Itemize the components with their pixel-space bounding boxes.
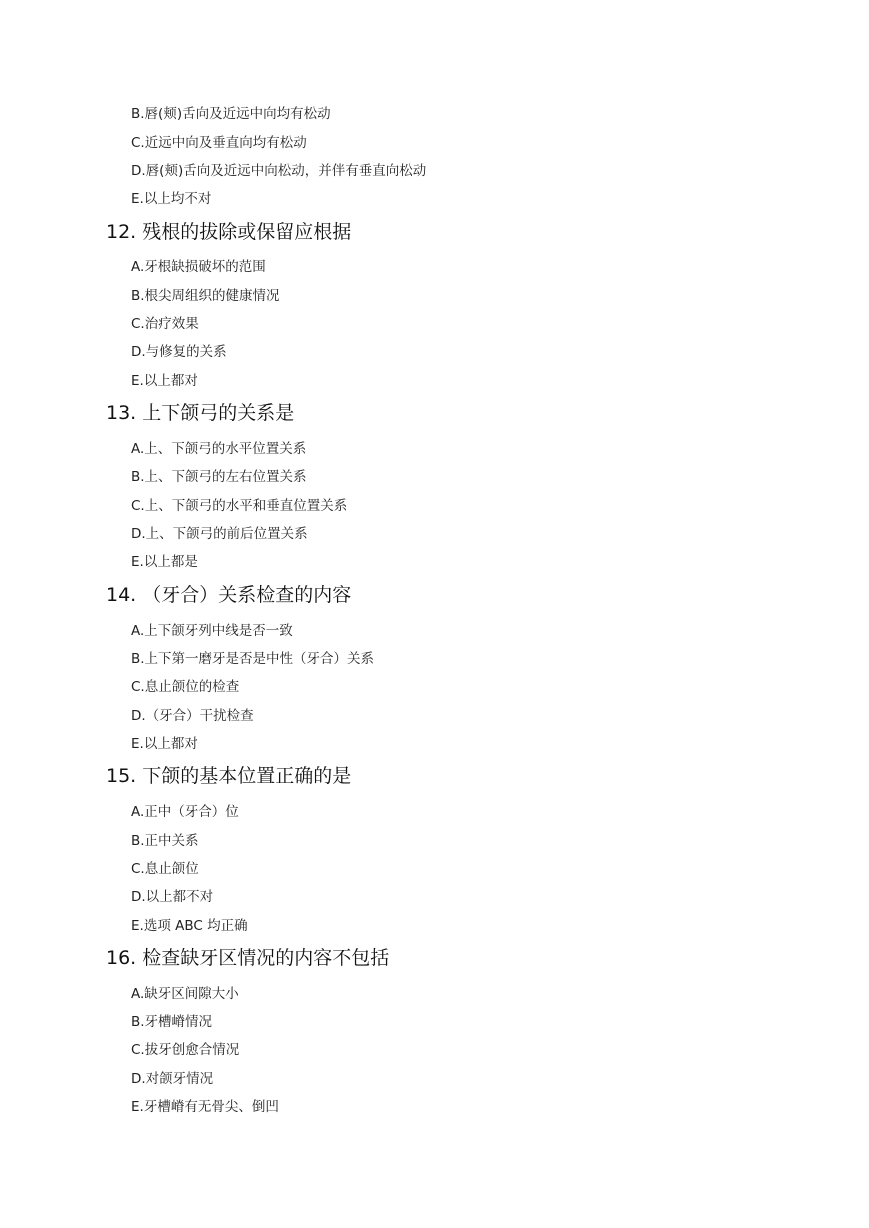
- question-13-heading: 13. 上下颌弓的关系是: [106, 402, 295, 424]
- option-12-a: A.牙根缺损破坏的范围: [131, 259, 266, 275]
- option-16-a: A.缺牙区间隙大小: [131, 986, 239, 1002]
- question-15-heading: 15. 下颌的基本位置正确的是: [106, 765, 352, 787]
- option-12-d: D.与修复的关系: [131, 344, 227, 360]
- option-16-e: E.牙槽嵴有无骨尖、倒凹: [131, 1099, 279, 1115]
- option-16-c: C.拔牙创愈合情况: [131, 1042, 240, 1058]
- question-16-heading: 16. 检查缺牙区情况的内容不包括: [106, 947, 390, 969]
- option-11-d: D.唇(颊)舌向及近远中向松动，并伴有垂直向松动: [131, 163, 427, 179]
- option-11-b: B.唇(颊)舌向及近远中向均有松动: [131, 106, 331, 122]
- option-13-e: E.以上都是: [131, 554, 198, 570]
- option-13-a: A.上、下颌弓的水平位置关系: [131, 441, 307, 457]
- question-12-heading: 12. 残根的拔除或保留应根据: [106, 221, 352, 243]
- option-15-e: E.选项 ABC 均正确: [131, 918, 248, 934]
- option-13-c: C.上、下颌弓的水平和垂直位置关系: [131, 498, 348, 514]
- option-15-b: B.正中关系: [131, 833, 199, 849]
- option-15-c: C.息止颌位: [131, 861, 199, 877]
- option-12-c: C.治疗效果: [131, 316, 199, 332]
- option-13-d: D.上、下颌弓的前后位置关系: [131, 526, 308, 542]
- option-11-e: E.以上均不对: [131, 191, 212, 207]
- option-12-b: B.根尖周组织的健康情况: [131, 288, 280, 304]
- option-14-e: E.以上都对: [131, 736, 198, 752]
- option-14-a: A.上下颌牙列中线是否一致: [131, 623, 293, 639]
- option-16-d: D.对颌牙情况: [131, 1071, 214, 1087]
- option-14-b: B.上下第一磨牙是否是中性（牙合）关系: [131, 651, 375, 667]
- option-13-b: B.上、下颌弓的左右位置关系: [131, 469, 307, 485]
- option-15-d: D.以上都不对: [131, 889, 214, 905]
- option-14-d: D.（牙合）干扰检查: [131, 708, 254, 724]
- option-11-c: C.近远中向及垂直向均有松动: [131, 135, 307, 151]
- option-15-a: A.正中（牙合）位: [131, 804, 239, 820]
- option-12-e: E.以上都对: [131, 373, 198, 389]
- option-16-b: B.牙槽嵴情况: [131, 1014, 213, 1030]
- question-14-heading: 14. （牙合）关系检查的内容: [106, 584, 352, 606]
- option-14-c: C.息止颌位的检查: [131, 679, 240, 695]
